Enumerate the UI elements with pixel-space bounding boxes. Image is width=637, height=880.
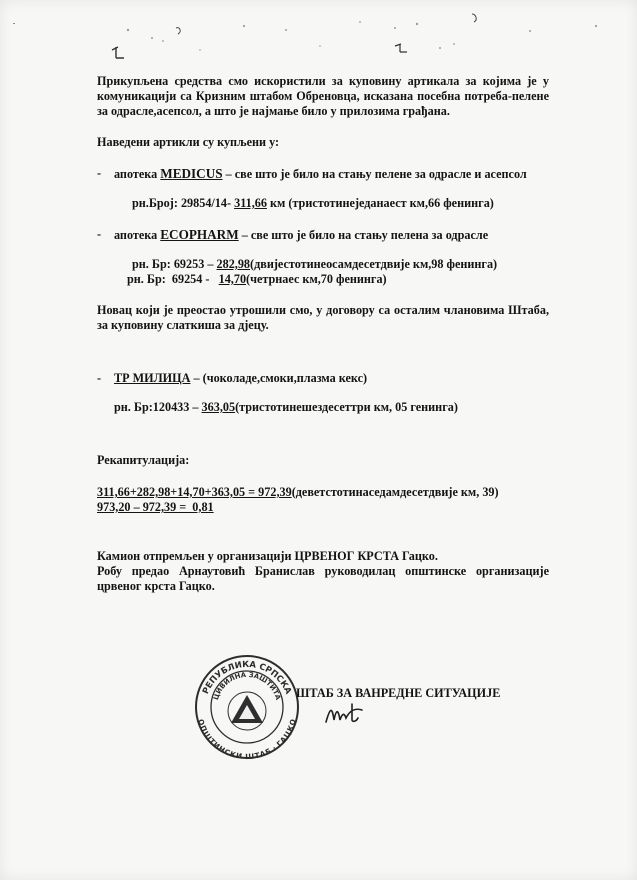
- svg-text:ОПШТИНСКИ ШТАБ · ГАЦКО: [196, 718, 298, 761]
- paragraph-list-intro: Наведени артикли су купљени у:: [97, 135, 280, 149]
- pharmacy-name: MEDICUS: [160, 166, 223, 181]
- receipt-line: рн.Број: 29854/14- 311,66 км (тристотинеједанаест км,66 фенинга): [132, 196, 494, 210]
- document-body: [97, 74, 549, 594]
- receipt-amount: 282,98: [216, 257, 251, 271]
- seal-inner-text: ЦИВИЛНА ЗАШТИТА: [211, 670, 283, 701]
- receipt-amount: 363,05: [201, 400, 236, 414]
- official-seal: [193, 653, 301, 761]
- pharmacy-name: ECOPHARM: [160, 227, 239, 242]
- civil-protection-triangle-icon: [228, 692, 266, 730]
- handwritten-signature: [322, 698, 382, 730]
- receipt-amount: 311,66: [234, 196, 267, 210]
- recap-title: Рекапитулација:: [97, 453, 190, 467]
- receipt-amount: 14,70: [218, 272, 247, 286]
- recap-line-sum: 311,66+282,98+14,70+363,05 = 972,39(деветстотинаседамдесетдвије км, 39): [97, 485, 499, 499]
- closing-truck: Камион отпремљен у организацији ЦРВЕНОГ КРСТА Гацко.: [97, 549, 438, 563]
- list-item-milica: - ТР МИЛИЦА – (чоколаде,смоки,плазма кекс) рн. Бр:120433 – 363,05(тристотинешездесеттри км, 05 генинга): [97, 371, 549, 415]
- recap-line-difference: 973,20 – 972,39 = 0,81: [97, 500, 214, 514]
- seal-bottom-text: ОПШТИНСКИ ШТАБ · ГАЦКО: [196, 718, 298, 761]
- list-item-ecopharm: - апотека ECOPHARM – све што је било на стању пелена за одрасле рн. Бр: 69253 – 282,98(двијестотинеосамдесетдвије км,98 фенинга) рн. Бр: 69254 - 14,70(четрнаес км,70 фенинга): [97, 227, 549, 287]
- signature-title: ШТАБ ЗА ВАНРЕДНЕ СИТУАЦИЈЕ: [296, 686, 501, 700]
- list-item-medicus: - апотека MEDICUS – све што је било на стању пелене за одрасле и асепсол рн.Број: 29854/14- 311,66 км (тристотинеједанаест км,66 фенинга): [97, 166, 549, 211]
- receipt-line: рн. Бр: 69253 – 282,98(двијестотинеосамдесетдвије км,98 фенинга): [132, 257, 498, 271]
- paragraph-intro: Прикупљена средства смо искористили за куповину артикала за којима је у комуникацији са Кризним штабом Обреновца, исказана посебна потреба-пелене за одрасле,асепсол, а што је најмање било у прилозима грађана.: [97, 74, 549, 118]
- seal-outer-text: РЕПУБЛИКА СРПСКА: [201, 659, 293, 696]
- paragraph-remaining-money: Новац који је преостао утрошили смо, у договору са осталим члановима Штаба, за куповину слаткиша за дјецу.: [97, 303, 549, 332]
- shop-name: ТР МИЛИЦА: [114, 371, 191, 385]
- closing-handover: Робу предао Арнаутовић Бранислав руководилац општинске организације црвеног крста Гацко.: [97, 564, 549, 593]
- receipt-line: рн. Бр: 69254 - 14,70(четрнаес км,70 фенинга): [127, 272, 387, 286]
- receipt-line: рн. Бр:120433 – 363,05(тристотинешездесеттри км, 05 генинга): [114, 400, 458, 414]
